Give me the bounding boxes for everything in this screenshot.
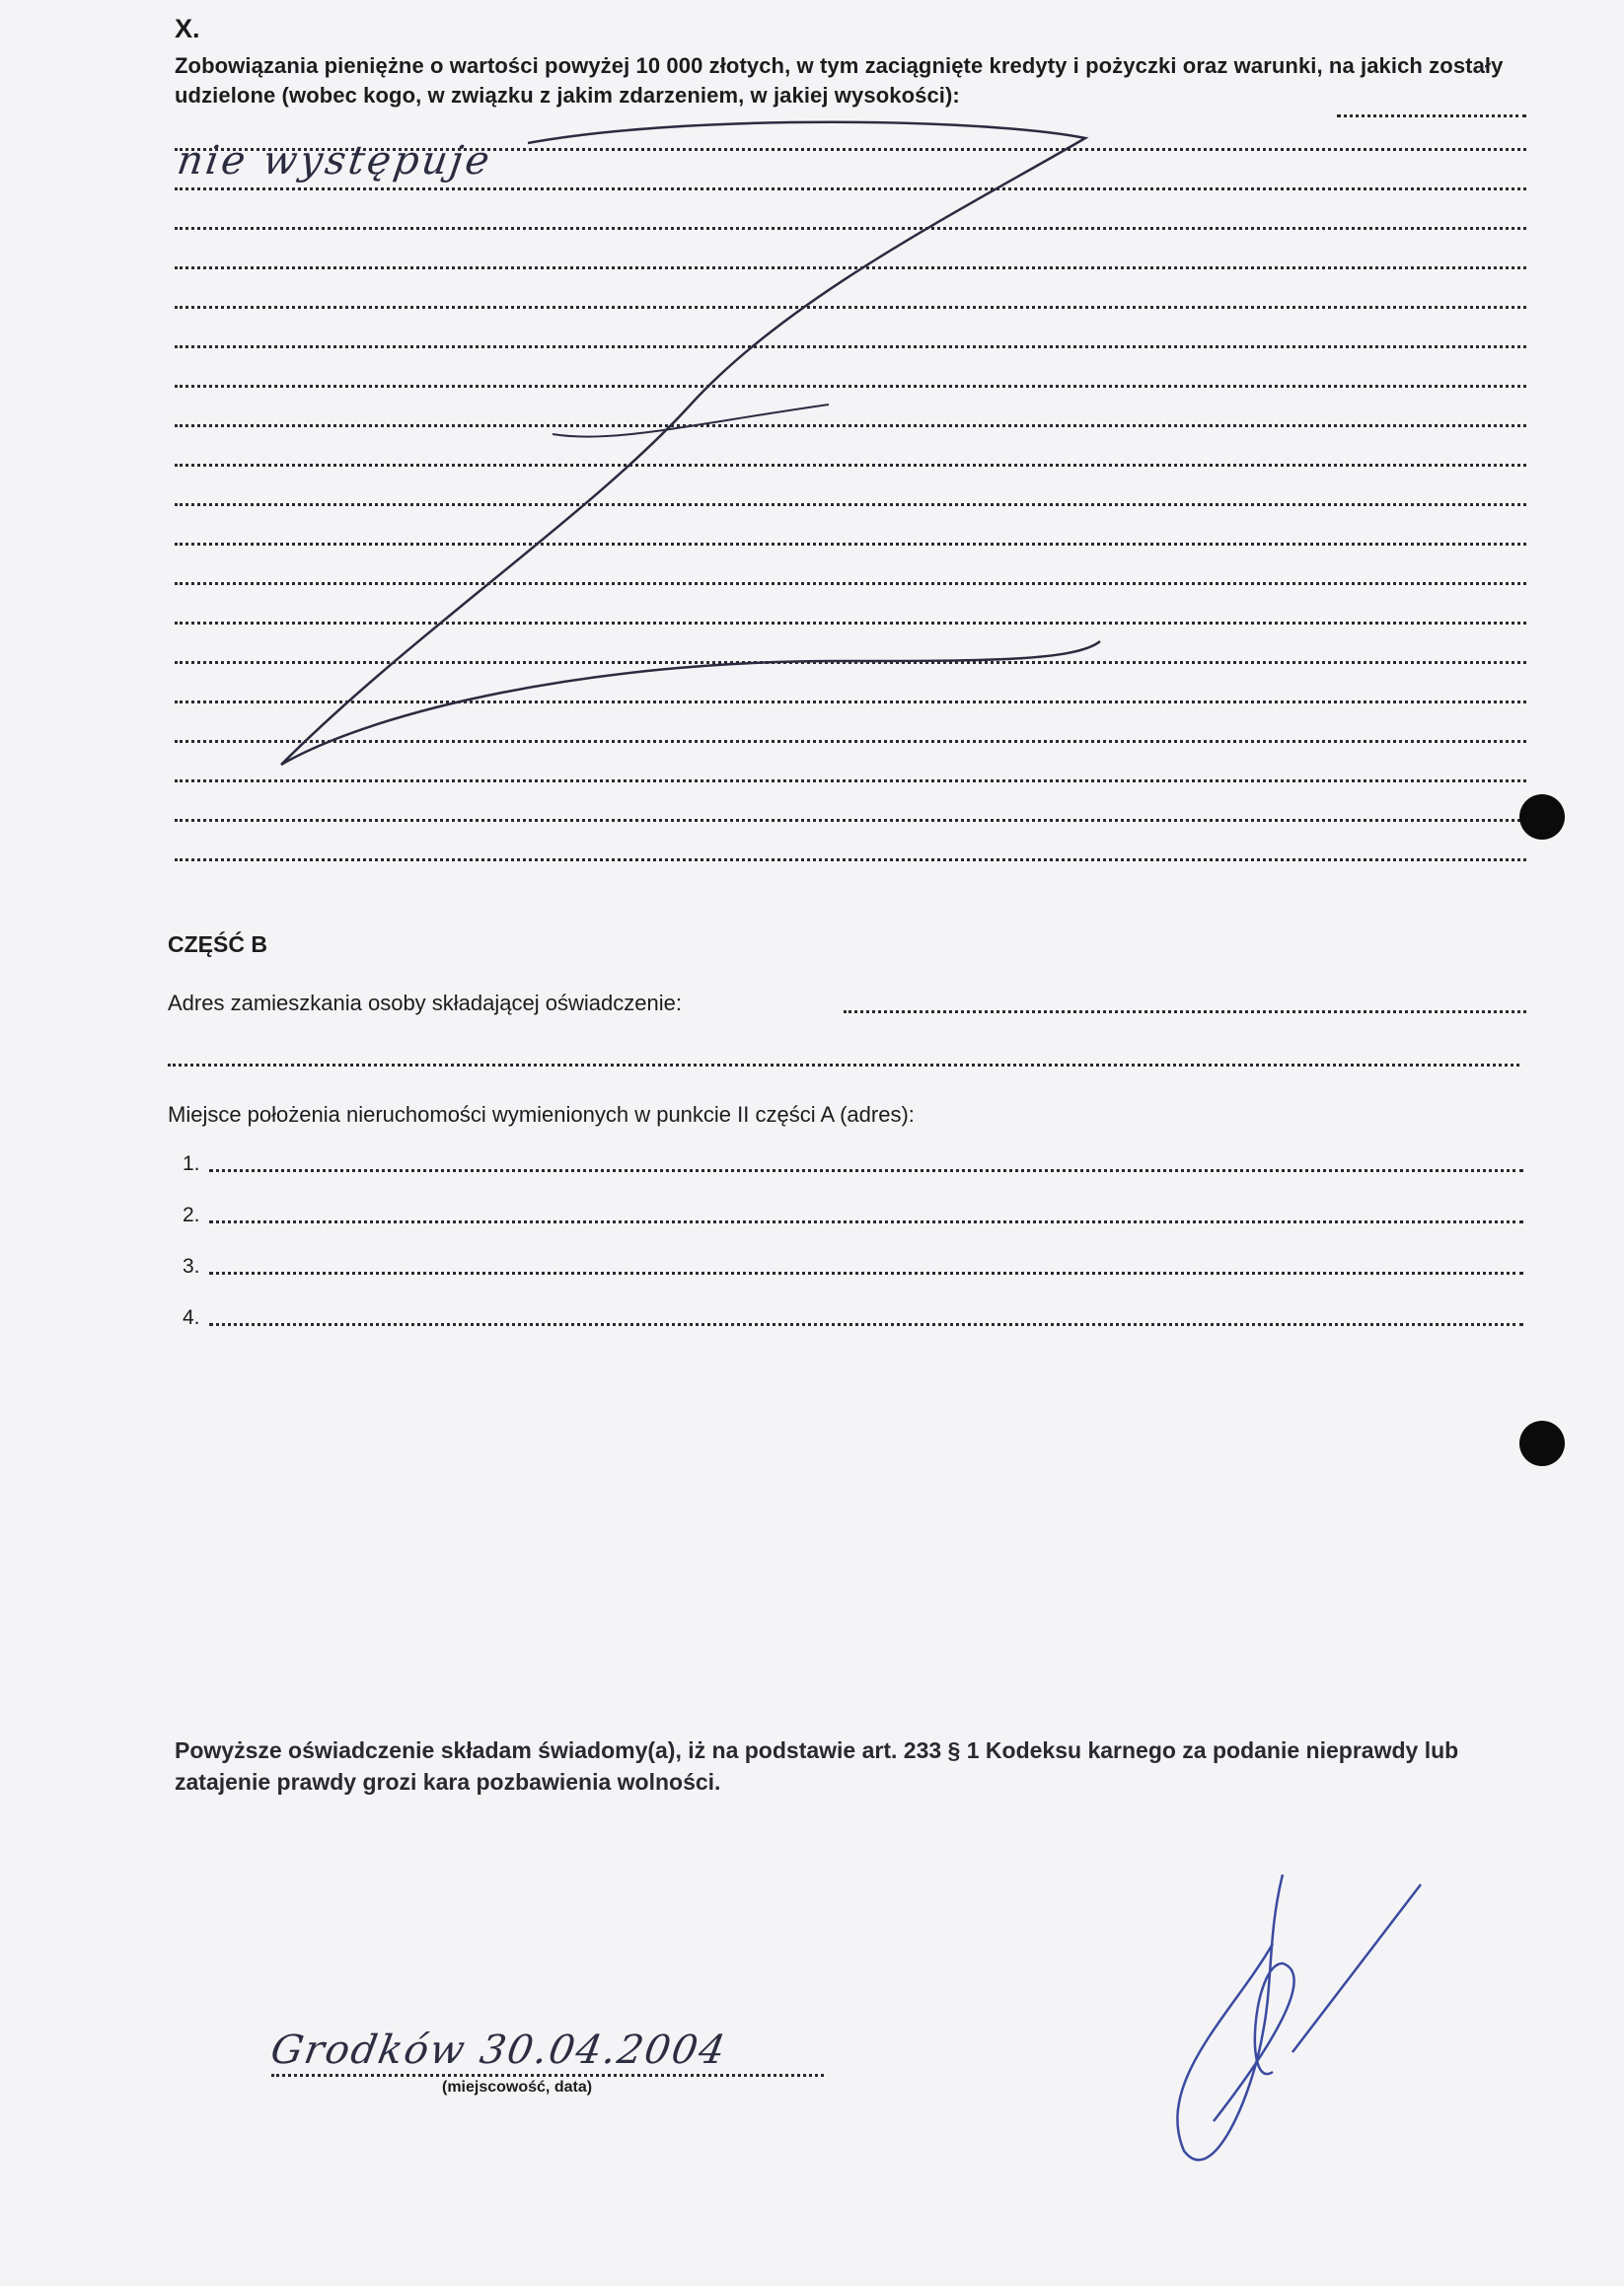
property-location-label: Miejsce położenia nieruchomości wymienionych w punkcie II części A (adres):	[168, 1102, 915, 1127]
property-item-4: 4.	[183, 1306, 200, 1329]
part-b-title: CZĘŚĆ B	[168, 931, 267, 957]
strike-underline-mark	[553, 405, 829, 437]
residence-address-label: Adres zamieszkania osoby składającej oświadczenie:	[168, 991, 682, 1015]
handwritten-answer: nie występuje	[174, 138, 495, 184]
section-x-heading: Zobowiązania pieniężne o wartości powyżej 10 000 złotych, w tym zaciągnięte kredyty i pożyczki oraz warunki, na jakich zostały udzielone (wobec kogo, w związku z jakim zdarzeniem, w jakiej wysokości):	[175, 53, 1504, 108]
section-x-label: X.	[175, 14, 200, 43]
property-item-1: 1.	[183, 1152, 200, 1175]
signature-mark	[1177, 1875, 1421, 2160]
legal-declaration: Powyższe oświadczenie składam świadomy(a), iż na podstawie art. 233 § 1 Kodeksu karnego za podanie nieprawdy lub zatajenie prawdy grozi kara pozbawienia wolności.	[175, 1737, 1459, 1795]
property-item-3: 3.	[183, 1255, 200, 1278]
property-item-2: 2.	[183, 1204, 200, 1226]
strike-through-z-mark	[281, 122, 1100, 765]
handwritten-place-date: Grodków 30.04.2004	[266, 2028, 731, 2073]
place-date-caption: (miejscowość, data)	[442, 2079, 593, 2096]
